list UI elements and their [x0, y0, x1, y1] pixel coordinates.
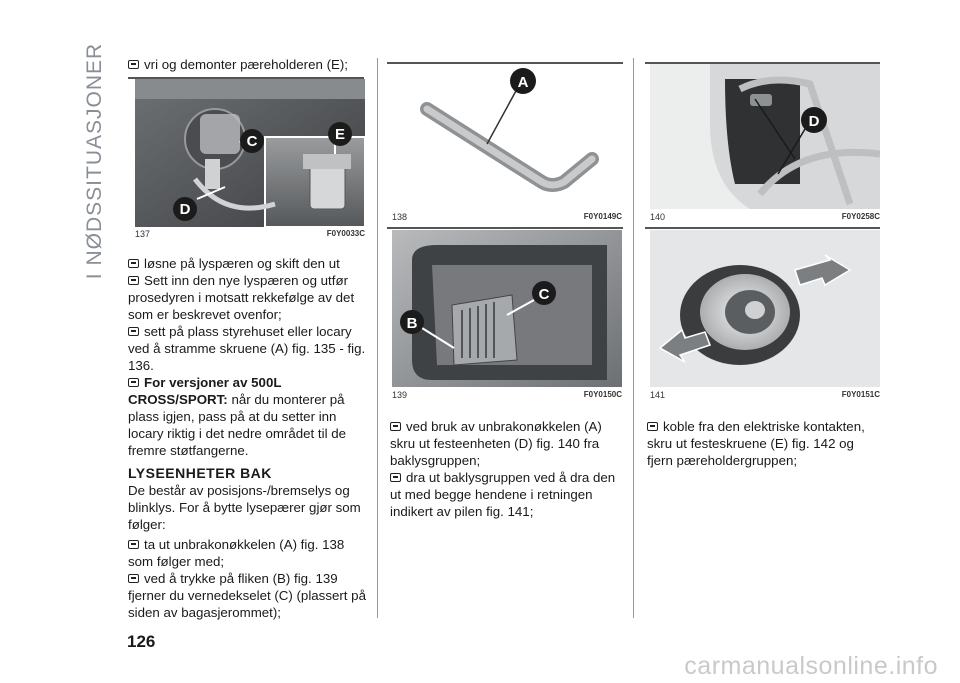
figure-138-image [392, 64, 622, 209]
list-item: For versjoner av 500L CROSS/SPORT: når du monterer på plass igjen, pass på at du setter inn locary riktig i det nedre området til de fremre støtfangerne. [128, 375, 347, 458]
figure-139 [392, 230, 622, 387]
figure-138-caption [392, 212, 622, 222]
list-item: dra ut baklysgruppen ved å dra den ut med begge hendene i retningen indikert av pilen fig. 141; [390, 470, 616, 519]
column-1-text [128, 255, 370, 621]
page-number: 126 [127, 632, 156, 651]
figure-140-caption [650, 212, 880, 222]
figure-code: F0Y0033C [326, 229, 365, 238]
bullet-icon [128, 259, 139, 268]
section-heading: LYSEENHETER BAK [128, 465, 272, 481]
list-item: Sett inn den nye lyspæren og utfør prosedyren i motsatt rekkefølge av det som er beskrevet ovenfor; [128, 273, 355, 322]
paragraph: De består av posisjons-/bremselys og blinklys. For å bytte lysepærer gjør som følger: [128, 483, 361, 532]
figure-141 [650, 230, 880, 387]
figure-137 [135, 79, 365, 227]
figure-number: 139 [392, 390, 408, 400]
list-item: ta ut unbrakonøkkelen (A) fig. 138 som følger med; [128, 537, 345, 569]
figure-code: F0Y0258C [841, 212, 880, 221]
figure-number: 141 [650, 390, 666, 400]
callout-d: D [179, 201, 191, 218]
column-1-intro [128, 56, 368, 73]
figure-rule [645, 227, 880, 229]
list-item: vri og demonter pæreholderen (E); [128, 56, 368, 73]
list-item: ved bruk av unbrakonøkkelen (A) skru ut festeenheten (D) fig. 140 fra baklysgruppen; [390, 419, 602, 468]
figure-139-caption [392, 390, 622, 400]
callout-c: C [538, 286, 550, 303]
list-item: sett på plass styrehuset eller locary ved å stramme skruene (A) fig. 135 - fig. 136. [128, 324, 366, 373]
callout-a: A [517, 74, 529, 91]
bullet-icon [128, 540, 139, 549]
bullet-icon [128, 378, 139, 387]
watermark: carmanualsonline.info [684, 652, 938, 680]
figure-code: F0Y0149C [583, 212, 622, 221]
column-separator [377, 58, 378, 618]
figure-code: F0Y0150C [583, 390, 622, 399]
bullet-icon [647, 422, 658, 431]
figure-137-caption [135, 229, 365, 239]
figure-140 [650, 64, 880, 209]
section-title-text: I NØDSSITUASJONER [83, 42, 106, 280]
figure-141-image [650, 230, 880, 387]
column-separator [633, 58, 634, 618]
figure-139-image [392, 230, 622, 387]
list-item: ved å trykke på fliken (B) fig. 139 fjerner du vernedekselet (C) (plassert på siden av bagasjerommet); [128, 571, 366, 620]
column-2-text [390, 418, 626, 520]
callout-d: D [808, 113, 820, 130]
bullet-icon [390, 473, 401, 482]
figure-code: F0Y0151C [841, 390, 880, 399]
callout-c: C [246, 133, 258, 150]
bullet-icon [128, 574, 139, 583]
column-3-text [647, 418, 883, 469]
callout-b: B [406, 315, 418, 332]
figure-number: 140 [650, 212, 666, 222]
figure-rule [387, 227, 623, 229]
bullet-icon [128, 327, 139, 336]
figure-138 [392, 64, 622, 209]
bullet-icon [128, 276, 139, 285]
callout-e: E [334, 126, 346, 143]
figure-number: 137 [135, 229, 151, 239]
section-title [83, 42, 106, 280]
figure-141-caption [650, 390, 880, 400]
list-item: løsne på lyspæren og skift den ut [128, 255, 370, 272]
figure-137-image [135, 79, 365, 227]
list-item: koble fra den elektriske kontakten, skru ut festeskruene (E) fig. 142 og fjern pæreholdergruppen; [647, 419, 865, 468]
bullet-icon [390, 422, 401, 431]
figure-140-image [650, 64, 880, 209]
bullet-icon [128, 60, 139, 69]
figure-number: 138 [392, 212, 408, 222]
